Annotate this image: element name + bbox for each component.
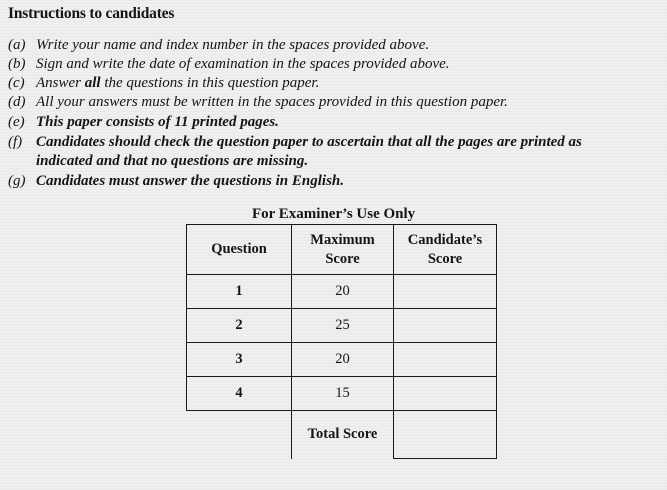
instruction-text: All your answers must be written in the spaces provided in this question paper.	[36, 94, 508, 110]
question-number-cell: 2	[187, 309, 292, 343]
instruction-emphasis: all	[84, 75, 101, 91]
question-number-cell: 1	[187, 275, 292, 309]
instruction-label: (a)	[8, 37, 26, 53]
candidate-score-cell[interactable]	[394, 343, 497, 377]
instruction-text-line2: indicated and that no questions are missing.	[36, 153, 309, 169]
instruction-label: (g)	[8, 173, 26, 189]
instruction-label: (d)	[8, 94, 26, 110]
candidate-score-cell[interactable]	[394, 377, 497, 411]
maximum-score-cell: 20	[292, 343, 394, 377]
total-score-cell[interactable]	[394, 411, 497, 459]
total-score-label: Total Score	[292, 411, 394, 459]
instruction-text-before: Answer	[36, 75, 85, 91]
header-question-label: Question	[211, 241, 267, 257]
instruction-label: (e)	[8, 114, 25, 130]
header-candidate-score	[394, 225, 497, 275]
question-number-cell: 3	[187, 343, 292, 377]
header-candidate-score-line1: Candidate’s	[407, 231, 483, 248]
instruction-g	[8, 172, 658, 191]
table-row	[187, 343, 497, 377]
maximum-score-cell: 25	[292, 309, 394, 343]
instruction-text: Candidates must answer the questions in English.	[36, 173, 345, 189]
header-candidate-score-line2: Score	[427, 250, 463, 267]
instruction-b	[8, 55, 658, 74]
maximum-score-cell: 20	[292, 275, 394, 309]
instruction-text: This paper consists of 11 printed pages.	[36, 114, 279, 130]
table-header-row	[187, 225, 497, 275]
instruction-text: Write your name and index number in the spaces provided above.	[36, 37, 430, 53]
instruction-text-line1: Candidates should check the question paper to ascertain that all the pages are printed as	[36, 134, 582, 150]
header-maximum-score-line1: Maximum	[310, 231, 375, 248]
instruction-e	[8, 113, 658, 132]
table-row	[187, 275, 497, 309]
instruction-label: (c)	[8, 75, 25, 91]
candidate-score-cell[interactable]	[394, 309, 497, 343]
instruction-text-after: the questions in this question paper.	[100, 75, 320, 91]
table-row	[187, 309, 497, 343]
maximum-score-cell: 15	[292, 377, 394, 411]
instruction-label: (b)	[8, 56, 26, 72]
header-maximum-score-line2: Score	[325, 250, 360, 267]
instruction-text: Sign and write the date of examination in the spaces provided above.	[36, 56, 450, 72]
table-caption: For Examiner’s Use Only	[252, 206, 416, 222]
total-row	[187, 411, 497, 459]
instruction-f	[8, 133, 658, 171]
instructions-heading: Instructions to candidates	[8, 5, 175, 22]
total-row-spacer	[187, 411, 292, 459]
instruction-c	[8, 74, 658, 93]
instruction-d	[8, 93, 658, 112]
question-number-cell: 4	[187, 377, 292, 411]
table-row	[187, 377, 497, 411]
candidate-score-cell[interactable]	[394, 275, 497, 309]
instruction-a	[8, 36, 658, 55]
header-question	[187, 225, 292, 275]
instruction-label: (f)	[8, 134, 23, 150]
header-maximum-score	[292, 225, 394, 275]
examiner-score-table	[186, 224, 497, 459]
